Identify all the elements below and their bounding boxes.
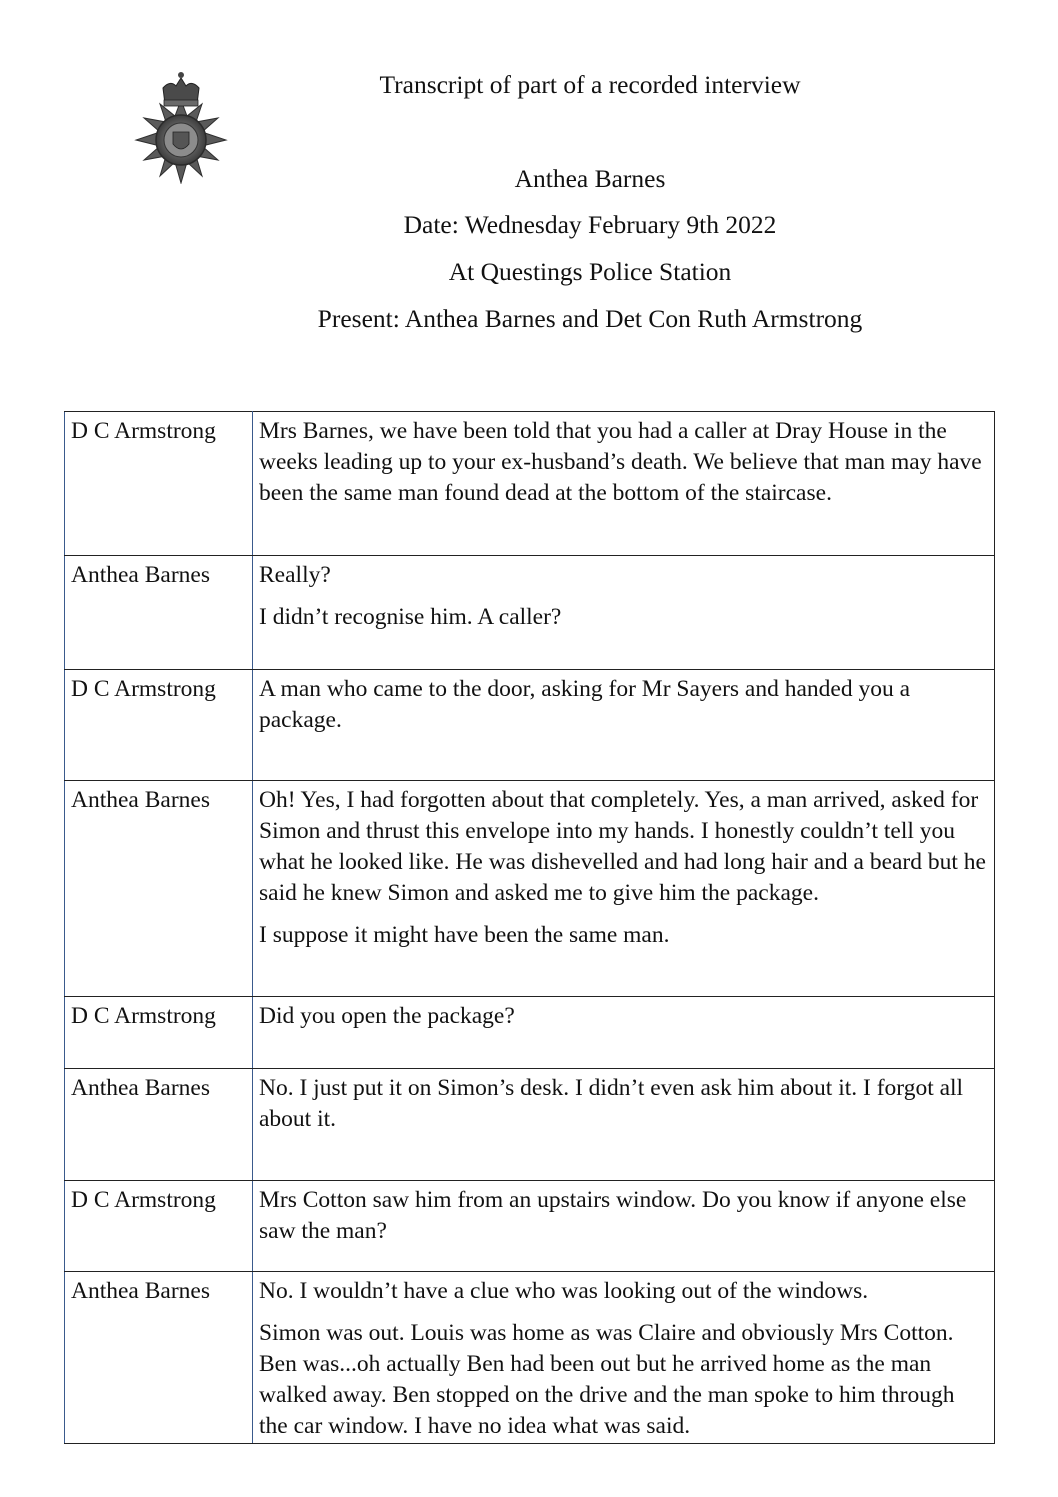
transcript-row — [65, 1181, 995, 1272]
interview-date: Date: Wednesday February 9th 2022 — [403, 210, 777, 239]
speech-paragraph: I suppose it might have been the same man. — [259, 922, 670, 948]
transcript-row — [65, 556, 995, 670]
document-title: Transcript of part of a recorded interview — [379, 70, 801, 99]
speech-cell — [253, 1069, 995, 1181]
speech-cell — [253, 1272, 995, 1444]
speech-cell — [253, 670, 995, 781]
transcript-table — [64, 411, 995, 1444]
speech-paragraph: Did you open the package? — [259, 1003, 515, 1029]
speech-paragraph: Really? — [259, 562, 331, 588]
interviewee-name: Anthea Barnes — [514, 164, 666, 193]
transcript-row — [65, 781, 995, 997]
transcript-row — [65, 670, 995, 781]
speaker-cell: D C Armstrong — [65, 1181, 253, 1272]
interview-location: At Questings Police Station — [448, 257, 732, 286]
speech-paragraph: No. I just put it on Simon’s desk. I didn’t even ask him about it. I forgot all about it. — [259, 1075, 964, 1132]
speaker-cell: Anthea Barnes — [65, 1272, 253, 1444]
speech-cell — [253, 556, 995, 670]
speaker-cell: Anthea Barnes — [65, 781, 253, 997]
speaker-cell: D C Armstrong — [65, 997, 253, 1069]
speech-cell — [253, 997, 995, 1069]
police-badge-icon — [130, 66, 232, 184]
speaker-cell: D C Armstrong — [65, 670, 253, 781]
speech-paragraph: A man who came to the door, asking for Mr Sayers and handed you a package. — [259, 676, 911, 733]
transcript-row — [65, 412, 995, 556]
transcript-row — [65, 997, 995, 1069]
speaker-cell: Anthea Barnes — [65, 556, 253, 670]
speech-paragraph: Mrs Cotton saw him from an upstairs window. Do you know if anyone else saw the man? — [259, 1187, 967, 1244]
speech-paragraph: Simon was out. Louis was home as was Claire and obviously Mrs Cotton. Ben was...oh actually Ben had been out but he arrived home as the man walked away. Ben stopped on the drive and the man spoke to him through the car window. I have no idea what was said. — [259, 1320, 955, 1439]
speech-cell — [253, 412, 995, 556]
speech-cell — [253, 781, 995, 997]
persons-present: Present: Anthea Barnes and Det Con Ruth Armstrong — [317, 304, 863, 333]
speaker-cell: D C Armstrong — [65, 412, 253, 556]
speaker-cell: Anthea Barnes — [65, 1069, 253, 1181]
transcript-row — [65, 1069, 995, 1181]
speech-paragraph: Oh! Yes, I had forgotten about that completely. Yes, a man arrived, asked for Simon and thrust this envelope into my hands. I honestly couldn’t tell you what he looked like. He was dishevelled and had long hair and a beard but he said he knew Simon and asked me to give him the package. — [259, 787, 986, 906]
speech-paragraph: Mrs Barnes, we have been told that you had a caller at Dray House in the weeks leading up to your ex-husband’s death. We believe that man may have been the same man found dead at the bottom of the staircase. — [259, 418, 982, 506]
speech-cell — [253, 1181, 995, 1272]
speech-paragraph: No. I wouldn’t have a clue who was looking out of the windows. — [259, 1278, 869, 1304]
speech-paragraph: I didn’t recognise him. A caller? — [259, 604, 562, 630]
transcript-row — [65, 1272, 995, 1444]
